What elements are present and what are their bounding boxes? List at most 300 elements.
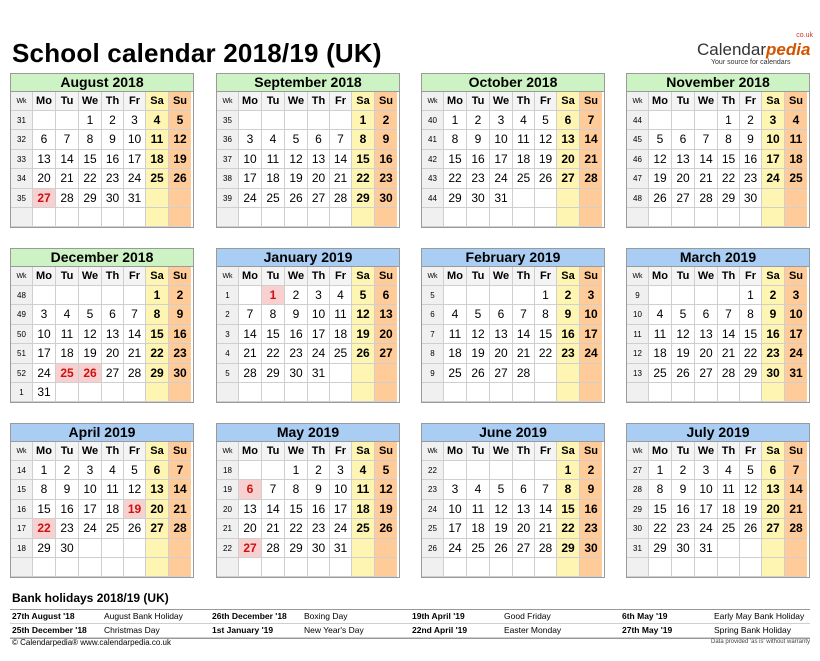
day-cell [146, 539, 169, 558]
day-cell [785, 539, 807, 558]
month-calendar [421, 248, 605, 403]
day-cell [375, 539, 397, 558]
day-cell [785, 558, 807, 577]
day-cell: 14 [56, 150, 79, 169]
footer-copyright[interactable]: © Calendarpedia® www.calendarpedia.co.uk [12, 638, 171, 647]
day-cell [308, 111, 330, 130]
day-cell: 3 [79, 461, 102, 480]
weekday-header: Su [169, 442, 191, 461]
day-cell: 16 [308, 500, 330, 519]
day-cell [352, 383, 375, 402]
day-cell: 28 [785, 519, 807, 538]
day-cell [308, 208, 330, 227]
day-cell: 15 [79, 150, 102, 169]
day-cell: 7 [330, 130, 352, 149]
day-cell: 10 [580, 305, 602, 324]
week-number: 47 [627, 169, 649, 188]
day-cell: 31 [785, 364, 807, 383]
day-cell: 9 [375, 130, 397, 149]
weekday-header: Wk [422, 92, 444, 111]
day-cell: 30 [56, 539, 79, 558]
day-cell: 15 [649, 500, 672, 519]
day-cell [513, 208, 535, 227]
day-cell: 8 [352, 130, 375, 149]
day-cell [124, 383, 146, 402]
day-cell: 26 [740, 519, 762, 538]
day-cell: 13 [239, 500, 262, 519]
day-cell [79, 539, 102, 558]
day-cell [762, 383, 785, 402]
weekday-header: Sa [146, 267, 169, 286]
week-number: 9 [627, 286, 649, 305]
weekday-header: Fr [330, 92, 352, 111]
day-cell: 23 [672, 519, 695, 538]
bank-holiday-date: 25th December '18 [12, 625, 87, 635]
day-cell [557, 208, 580, 227]
day-cell: 29 [444, 189, 467, 208]
day-cell: 13 [672, 150, 695, 169]
week-number: 42 [422, 150, 444, 169]
day-cell: 9 [169, 305, 191, 324]
day-cell: 29 [146, 364, 169, 383]
day-cell [444, 558, 467, 577]
weekday-header: Mo [239, 267, 262, 286]
day-cell: 30 [580, 539, 602, 558]
day-cell: 4 [718, 461, 740, 480]
day-cell: 18 [467, 519, 490, 538]
day-cell: 6 [33, 130, 56, 149]
day-cell: 18 [444, 344, 467, 363]
day-cell [56, 286, 79, 305]
day-cell: 4 [444, 305, 467, 324]
week-number [11, 208, 33, 227]
day-cell: 4 [467, 480, 490, 499]
day-cell: 6 [375, 286, 397, 305]
day-cell: 9 [580, 480, 602, 499]
day-cell: 31 [124, 189, 146, 208]
day-cell: 15 [740, 325, 762, 344]
day-cell: 4 [330, 286, 352, 305]
day-cell [649, 111, 672, 130]
day-cell: 17 [762, 150, 785, 169]
day-cell [262, 461, 285, 480]
day-cell: 10 [239, 150, 262, 169]
day-cell [467, 383, 490, 402]
day-cell: 13 [146, 480, 169, 499]
day-cell [102, 208, 124, 227]
day-cell [740, 383, 762, 402]
day-cell [672, 383, 695, 402]
day-cell [285, 111, 308, 130]
day-cell: 11 [718, 480, 740, 499]
weekday-header: Sa [352, 267, 375, 286]
day-cell: 26 [467, 364, 490, 383]
weekday-header: Fr [535, 442, 557, 461]
day-cell [557, 364, 580, 383]
day-cell: 28 [330, 189, 352, 208]
weekday-header: Mo [239, 92, 262, 111]
day-cell: 29 [33, 539, 56, 558]
day-cell: 1 [557, 461, 580, 480]
day-cell: 21 [535, 519, 557, 538]
day-cell: 12 [535, 130, 557, 149]
day-cell: 25 [785, 169, 807, 188]
day-cell: 27 [239, 539, 262, 558]
day-cell: 16 [762, 325, 785, 344]
day-cell: 21 [513, 344, 535, 363]
day-cell: 23 [740, 169, 762, 188]
day-cell [33, 286, 56, 305]
day-cell: 8 [33, 480, 56, 499]
day-cell: 7 [580, 111, 602, 130]
day-cell: 31 [330, 539, 352, 558]
day-cell: 23 [762, 344, 785, 363]
day-cell: 2 [672, 461, 695, 480]
day-cell: 13 [695, 325, 718, 344]
day-cell: 30 [672, 539, 695, 558]
day-cell: 27 [490, 364, 513, 383]
day-cell [762, 539, 785, 558]
day-cell: 23 [56, 519, 79, 538]
day-cell: 11 [102, 480, 124, 499]
day-cell [56, 383, 79, 402]
day-cell: 27 [557, 169, 580, 188]
day-cell: 30 [285, 364, 308, 383]
week-number: 10 [627, 305, 649, 324]
day-cell: 27 [375, 344, 397, 363]
day-cell: 13 [308, 150, 330, 169]
day-cell: 24 [33, 364, 56, 383]
weekday-header: Su [375, 442, 397, 461]
day-cell: 8 [718, 130, 740, 149]
day-cell: 11 [352, 480, 375, 499]
day-cell [695, 208, 718, 227]
weekday-header: Mo [239, 442, 262, 461]
day-cell: 2 [102, 111, 124, 130]
day-cell: 24 [308, 344, 330, 363]
day-cell [33, 558, 56, 577]
day-cell: 20 [490, 344, 513, 363]
day-cell: 22 [718, 169, 740, 188]
day-cell: 19 [535, 150, 557, 169]
day-cell: 1 [649, 461, 672, 480]
day-cell: 19 [79, 344, 102, 363]
weekday-header: Th [308, 442, 330, 461]
day-cell: 4 [513, 111, 535, 130]
day-cell [513, 189, 535, 208]
day-cell: 18 [330, 325, 352, 344]
weekday-header: Sa [146, 442, 169, 461]
day-cell: 25 [444, 364, 467, 383]
bank-holidays-title: Bank holidays 2018/19 (UK) [12, 591, 169, 605]
day-cell [285, 383, 308, 402]
day-cell: 10 [33, 325, 56, 344]
day-cell: 4 [649, 305, 672, 324]
day-cell: 6 [672, 130, 695, 149]
day-cell: 17 [490, 150, 513, 169]
month-title: April 2019 [11, 424, 193, 442]
week-number: 30 [627, 519, 649, 538]
day-cell: 26 [535, 169, 557, 188]
weekday-header: We [490, 92, 513, 111]
weekday-header: Fr [330, 442, 352, 461]
weekday-header: Wk [11, 92, 33, 111]
day-cell: 18 [513, 150, 535, 169]
day-cell [535, 208, 557, 227]
bank-holiday-date: 6th May '19 [622, 611, 668, 621]
day-cell: 3 [330, 461, 352, 480]
day-cell: 8 [649, 480, 672, 499]
day-cell: 9 [762, 305, 785, 324]
month-calendar [421, 423, 605, 578]
week-number: 5 [422, 286, 444, 305]
day-cell: 13 [102, 325, 124, 344]
weekday-header: Sa [352, 442, 375, 461]
day-cell: 29 [649, 539, 672, 558]
day-cell: 29 [79, 189, 102, 208]
day-cell: 14 [785, 480, 807, 499]
week-number: 21 [217, 519, 239, 538]
month-calendar [10, 73, 194, 228]
day-cell: 3 [580, 286, 602, 305]
day-cell: 17 [444, 519, 467, 538]
day-cell [169, 539, 191, 558]
weekday-header: Th [102, 267, 124, 286]
bank-holiday-name: Christmas Day [104, 625, 160, 635]
week-number: 6 [422, 305, 444, 324]
week-number: 32 [11, 130, 33, 149]
weekday-header: Sa [762, 442, 785, 461]
weekday-header: Mo [33, 267, 56, 286]
weekday-header: Su [785, 92, 807, 111]
day-cell: 20 [102, 344, 124, 363]
day-cell: 17 [330, 500, 352, 519]
weekday-header: Mo [33, 92, 56, 111]
day-cell: 16 [557, 325, 580, 344]
day-cell [375, 383, 397, 402]
day-cell: 20 [239, 519, 262, 538]
day-cell: 4 [146, 111, 169, 130]
day-cell: 13 [513, 500, 535, 519]
week-number: 26 [422, 539, 444, 558]
weekday-header: Mo [444, 92, 467, 111]
day-cell: 18 [718, 500, 740, 519]
day-cell: 25 [56, 364, 79, 383]
weekday-header: Th [513, 267, 535, 286]
weekday-header: Fr [124, 442, 146, 461]
weekday-header: Fr [740, 267, 762, 286]
day-cell [444, 286, 467, 305]
day-cell: 31 [695, 539, 718, 558]
day-cell: 7 [785, 461, 807, 480]
day-cell: 11 [467, 500, 490, 519]
day-cell: 28 [262, 539, 285, 558]
day-cell: 8 [740, 305, 762, 324]
day-cell: 5 [79, 305, 102, 324]
day-cell: 1 [146, 286, 169, 305]
day-cell: 4 [102, 461, 124, 480]
day-cell: 29 [740, 364, 762, 383]
day-cell [580, 558, 602, 577]
week-number: 22 [217, 539, 239, 558]
day-cell: 22 [79, 169, 102, 188]
bank-holiday-entry [10, 624, 210, 638]
day-cell: 13 [762, 480, 785, 499]
day-cell: 8 [444, 130, 467, 149]
weekday-header: Th [513, 92, 535, 111]
day-cell [79, 383, 102, 402]
day-cell [695, 558, 718, 577]
week-number: 16 [11, 500, 33, 519]
month-title: August 2018 [11, 74, 193, 92]
month-calendar [10, 423, 194, 578]
bank-holiday-date: 27th August '18 [12, 611, 75, 621]
day-cell: 4 [352, 461, 375, 480]
day-cell: 10 [785, 305, 807, 324]
week-number [627, 558, 649, 577]
day-cell: 3 [444, 480, 467, 499]
day-cell [102, 558, 124, 577]
day-cell: 18 [56, 344, 79, 363]
bank-holiday-date: 26th December '18 [212, 611, 287, 621]
week-number: 44 [422, 189, 444, 208]
day-cell [56, 208, 79, 227]
day-cell: 11 [262, 150, 285, 169]
day-cell: 23 [169, 344, 191, 363]
day-cell: 23 [102, 169, 124, 188]
day-cell: 22 [740, 344, 762, 363]
weekday-header: Mo [444, 267, 467, 286]
day-cell: 19 [467, 344, 490, 363]
week-number: 43 [422, 169, 444, 188]
week-number: 20 [217, 500, 239, 519]
day-cell: 9 [672, 480, 695, 499]
week-number: 31 [11, 111, 33, 130]
day-cell: 5 [285, 130, 308, 149]
day-cell [239, 111, 262, 130]
calendarpedia-logo[interactable] [697, 32, 815, 67]
day-cell: 29 [285, 539, 308, 558]
day-cell: 7 [513, 305, 535, 324]
day-cell [308, 558, 330, 577]
weekday-header: Su [580, 92, 602, 111]
day-cell [352, 539, 375, 558]
day-cell: 12 [79, 325, 102, 344]
month-calendar [421, 73, 605, 228]
day-cell: 12 [740, 480, 762, 499]
day-cell: 20 [33, 169, 56, 188]
weekday-header: Wk [422, 442, 444, 461]
day-cell: 4 [56, 305, 79, 324]
week-number: 8 [422, 344, 444, 363]
day-cell [169, 383, 191, 402]
day-cell: 16 [169, 325, 191, 344]
day-cell: 24 [785, 344, 807, 363]
day-cell [672, 208, 695, 227]
weekday-header: Tu [672, 442, 695, 461]
day-cell [375, 558, 397, 577]
day-cell: 26 [672, 364, 695, 383]
day-cell [740, 539, 762, 558]
day-cell: 20 [375, 325, 397, 344]
day-cell: 24 [124, 169, 146, 188]
day-cell: 8 [535, 305, 557, 324]
day-cell [79, 286, 102, 305]
week-number: 17 [11, 519, 33, 538]
weekday-header: Mo [444, 442, 467, 461]
day-cell: 10 [444, 500, 467, 519]
day-cell [649, 208, 672, 227]
day-cell [513, 286, 535, 305]
day-cell [740, 558, 762, 577]
day-cell: 25 [513, 169, 535, 188]
day-cell: 2 [285, 286, 308, 305]
day-cell [718, 286, 740, 305]
day-cell: 28 [169, 519, 191, 538]
bank-holiday-date: 22nd April '19 [412, 625, 468, 635]
weekday-header: Su [580, 442, 602, 461]
weekday-header: Sa [762, 92, 785, 111]
day-cell: 11 [56, 325, 79, 344]
weekday-header: Wk [11, 267, 33, 286]
weekday-header: Su [375, 267, 397, 286]
day-cell [239, 208, 262, 227]
day-cell: 17 [239, 169, 262, 188]
day-cell [330, 364, 352, 383]
week-number: 48 [11, 286, 33, 305]
day-cell: 9 [285, 305, 308, 324]
day-cell [169, 558, 191, 577]
day-cell: 23 [580, 519, 602, 538]
week-number: 39 [217, 189, 239, 208]
day-cell: 5 [169, 111, 191, 130]
day-cell: 24 [79, 519, 102, 538]
day-cell: 10 [308, 305, 330, 324]
day-cell: 14 [695, 150, 718, 169]
day-cell: 25 [649, 364, 672, 383]
week-number: 40 [422, 111, 444, 130]
day-cell: 28 [718, 364, 740, 383]
day-cell: 15 [146, 325, 169, 344]
day-cell: 19 [124, 500, 146, 519]
day-cell [580, 383, 602, 402]
day-cell [262, 558, 285, 577]
weekday-header: Wk [11, 442, 33, 461]
day-cell [649, 383, 672, 402]
day-cell: 30 [740, 189, 762, 208]
day-cell [444, 383, 467, 402]
week-number [627, 208, 649, 227]
day-cell [124, 286, 146, 305]
day-cell: 21 [330, 169, 352, 188]
day-cell: 30 [102, 189, 124, 208]
day-cell: 28 [239, 364, 262, 383]
day-cell: 22 [352, 169, 375, 188]
day-cell: 1 [33, 461, 56, 480]
day-cell: 26 [285, 189, 308, 208]
month-title: February 2019 [422, 249, 604, 267]
month-title: December 2018 [11, 249, 193, 267]
day-cell: 2 [557, 286, 580, 305]
day-cell [718, 208, 740, 227]
day-cell: 30 [375, 189, 397, 208]
day-cell: 27 [695, 364, 718, 383]
day-cell: 12 [375, 480, 397, 499]
bank-holiday-entry [410, 610, 620, 624]
day-cell: 5 [740, 461, 762, 480]
week-number: 1 [217, 286, 239, 305]
day-cell: 14 [169, 480, 191, 499]
